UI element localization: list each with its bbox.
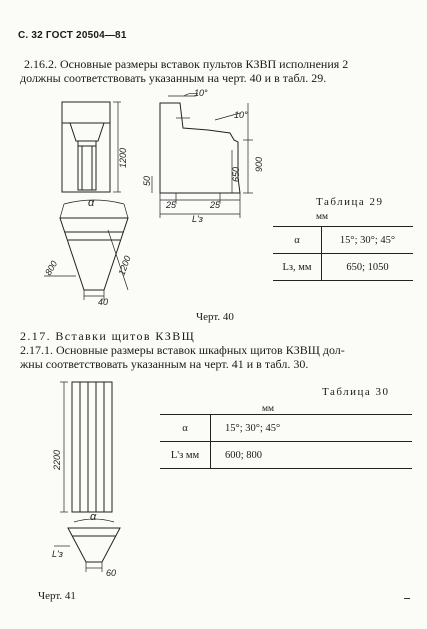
table-cell-value: 15°; 30°; 45°	[322, 227, 414, 254]
dim-60: 60	[106, 568, 117, 578]
dim-2200: 2200	[52, 449, 62, 470]
page-header: С. 32 ГОСТ 20504—81	[18, 30, 127, 41]
table-cell-symbol: α	[160, 415, 211, 442]
table-29-unit: мм	[316, 212, 329, 222]
figure-41-drawing	[0, 370, 200, 620]
table-row	[160, 442, 412, 469]
table-row	[273, 254, 413, 281]
table-cell-value: 15°; 30°; 45°	[211, 415, 413, 442]
table-cell-symbol: α	[273, 227, 322, 254]
table-30-unit: мм	[262, 404, 275, 414]
table-row	[273, 227, 413, 254]
dim-25-left: 25	[166, 200, 177, 210]
dim-800: 800	[43, 258, 60, 277]
dim-angle-side: 10°	[234, 110, 248, 120]
dim-alpha: α	[90, 511, 97, 523]
dim-alpha: α	[88, 197, 95, 209]
dim-angle-top: 10°	[194, 88, 208, 98]
table-30-title: Таблица 30	[322, 386, 390, 398]
dim-1200-plan: 1200	[116, 254, 133, 277]
table-cell-symbol: L'з мм	[160, 442, 211, 469]
page-corner-mark	[404, 598, 410, 599]
section-2-17-heading: 2.17. Вставки щитов КЗВЩ	[20, 329, 196, 343]
table-cell-value: 650; 1050	[322, 254, 414, 281]
table-row	[160, 415, 412, 442]
dim-l3: L'з	[52, 549, 63, 559]
dim-650: 650	[231, 166, 241, 182]
figure-41-caption: Черт. 41	[38, 590, 76, 602]
table-30	[160, 414, 412, 469]
dim-900: 900	[254, 156, 264, 172]
dim-25-right: 25	[210, 200, 221, 210]
section-2-17-text	[20, 343, 412, 371]
dim-40: 40	[98, 297, 109, 307]
table-cell-value: 600; 800	[211, 442, 413, 469]
section-2-16-2-line1: 2.16.2. Основные размеры вставок пультов КЗВП исполнения 2	[24, 57, 349, 71]
section-2-16-2-line2: должны соответствовать указанным на черт. 40 и в табл. 29.	[20, 71, 327, 85]
dim-1200-front: 1200	[118, 147, 128, 168]
dim-50: 50	[142, 175, 152, 186]
dim-l3: L'з	[192, 214, 203, 224]
section-2-17-line1: 2.17.1. Основные размеры вставок шкафных щитов КЗВЩ дол-	[20, 343, 345, 357]
table-29-title: Таблица 29	[316, 196, 384, 208]
table-29	[273, 226, 413, 281]
table-cell-symbol: Lз, мм	[273, 254, 322, 281]
section-2-17-line2: жны соответствовать указанным на черт. 41 и в табл. 30.	[20, 357, 309, 371]
figure-40-caption: Черт. 40	[196, 311, 234, 323]
